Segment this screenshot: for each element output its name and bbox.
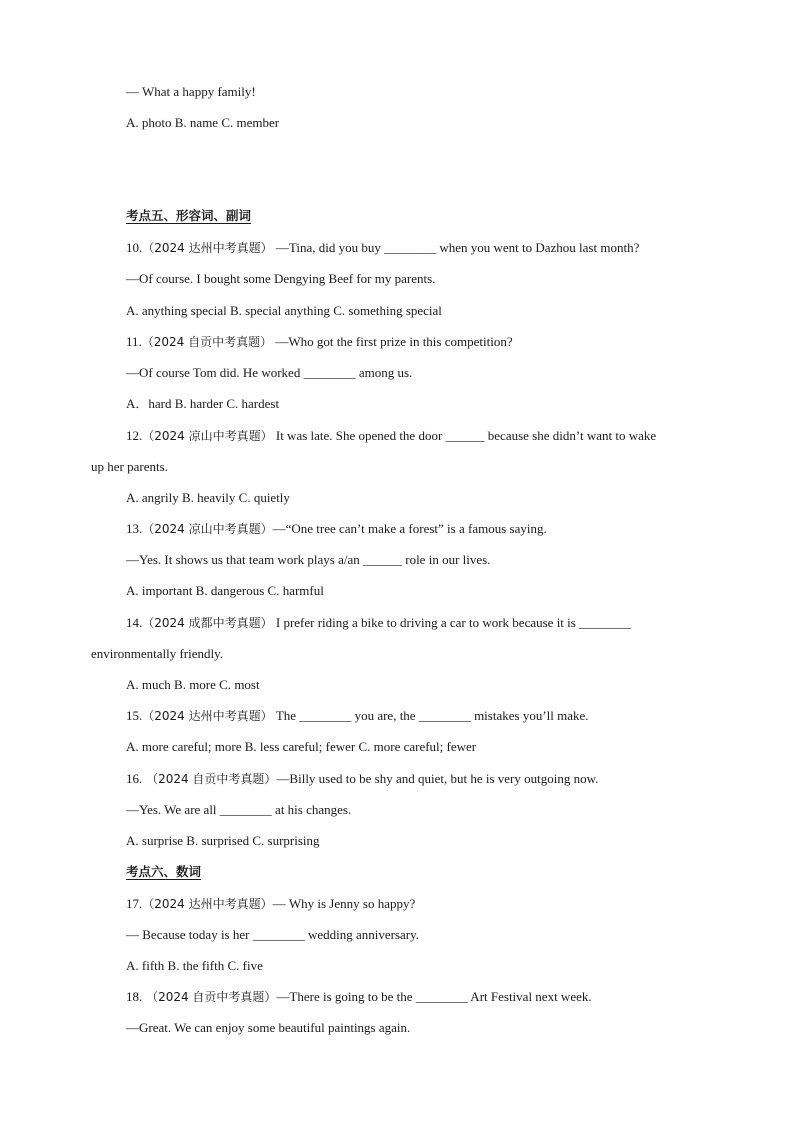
- question-number: 15.: [126, 708, 143, 723]
- question-text: —There is going to be the ________ Art Festival next week.: [276, 989, 592, 1004]
- answer-options: A. surprise B. surprised C. surprising: [126, 833, 320, 848]
- question-source: （2024 自贡中考真题）: [141, 335, 273, 349]
- answer-options: A. angrily B. heavily C. quietly: [126, 490, 290, 505]
- answer-options: A. more careful; more B. less careful; fewer C. more careful; fewer: [126, 739, 477, 754]
- question-number: 18.: [126, 989, 143, 1004]
- answer-options: A. photo B. name C. member: [126, 115, 280, 130]
- question-text: —“One tree can’t make a forest” is a famous saying.: [272, 521, 547, 536]
- question-source: （2024 达州中考真题）: [142, 897, 273, 911]
- question-source: （2024 达州中考真题）: [142, 709, 273, 723]
- question-number: 17.: [126, 896, 143, 911]
- question-number: 12.: [126, 428, 143, 443]
- question-text: —Billy used to be shy and quiet, but he is very outgoing now.: [276, 771, 599, 786]
- dialogue-line: —Yes. We are all ________ at his changes.: [126, 802, 352, 817]
- question-source: （2024 自贡中考真题）: [142, 772, 277, 786]
- question-number: 14.: [126, 615, 143, 630]
- question-text: It was late. She opened the door ______ because she didn’t want to wake: [272, 428, 657, 443]
- question-source: （2024 凉山中考真题）: [142, 522, 273, 536]
- question-number: 13.: [126, 521, 143, 536]
- question-continuation: up her parents.: [91, 459, 168, 474]
- answer-options: A. fifth B. the fifth C. five: [126, 958, 263, 973]
- question-13: [126, 521, 547, 537]
- question-source: （2024 凉山中考真题）: [142, 429, 273, 443]
- question-text: I prefer riding a bike to driving a car to work because it is ________: [272, 615, 632, 630]
- question-text: —Who got the first prize in this competition?: [272, 334, 513, 349]
- question-18: [126, 989, 592, 1005]
- question-11: [126, 334, 513, 350]
- section-heading: 考点五、形容词、副词: [126, 208, 252, 223]
- question-continuation: environmentally friendly.: [91, 646, 224, 661]
- question-16: [126, 771, 598, 787]
- dialogue-line: — Because today is her ________ wedding anniversary.: [126, 927, 420, 942]
- answer-options: A．hard B. harder C. hardest: [126, 396, 280, 411]
- question-source: （2024 达州中考真题）: [142, 241, 273, 255]
- answer-options: A. important B. dangerous C. harmful: [126, 583, 324, 598]
- dialogue-line: — What a happy family!: [126, 84, 256, 99]
- question-number: 16.: [126, 771, 143, 786]
- dialogue-line: —Yes. It shows us that team work plays a/an ______ role in our lives.: [126, 552, 491, 567]
- question-15: [126, 708, 589, 724]
- answer-options: A. much B. more C. most: [126, 677, 260, 692]
- answer-options: A. anything special B. special anything C. something special: [126, 303, 442, 318]
- question-text: The ________ you are, the ________ mistakes you’ll make.: [272, 708, 589, 723]
- question-12: [126, 428, 656, 444]
- question-10: [126, 240, 639, 256]
- question-text: — Why is Jenny so happy?: [272, 896, 416, 911]
- question-number: 10.: [126, 240, 143, 255]
- question-source: （2024 自贡中考真题）: [142, 990, 277, 1004]
- question-number: 11.: [126, 334, 142, 349]
- question-text: —Tina, did you buy ________ when you went to Dazhou last month?: [272, 240, 640, 255]
- dialogue-line: —Of course Tom did. He worked ________ among us.: [126, 365, 413, 380]
- dialogue-line: —Great. We can enjoy some beautiful paintings again.: [126, 1020, 411, 1035]
- section-heading: 考点六、数词: [126, 864, 202, 879]
- question-14: [126, 615, 631, 631]
- question-17: [126, 896, 415, 912]
- question-source: （2024 成都中考真题）: [142, 616, 273, 630]
- dialogue-line: —Of course. I bought some Dengying Beef for my parents.: [126, 271, 436, 286]
